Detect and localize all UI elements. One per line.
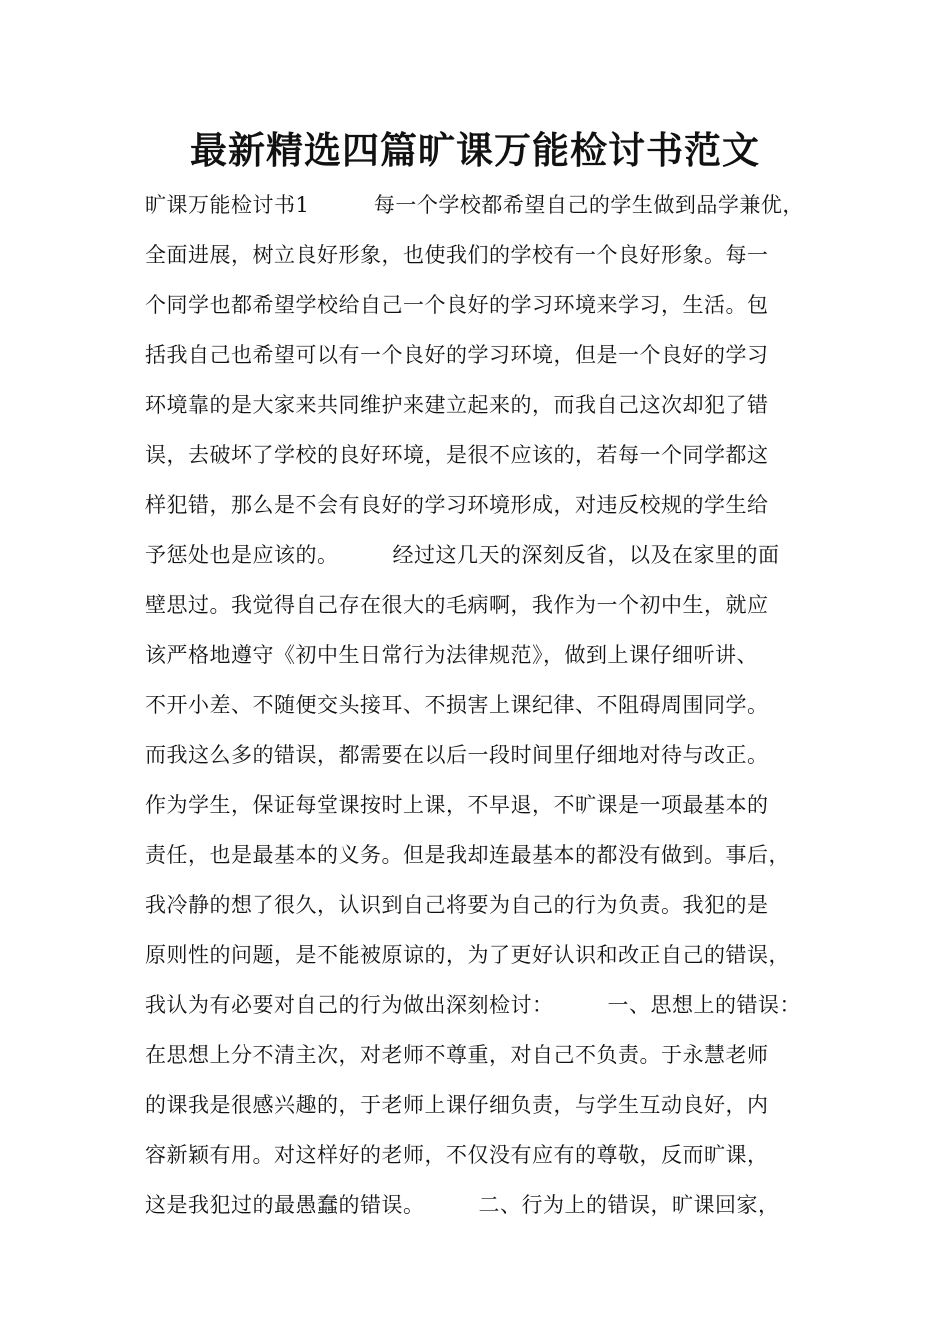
body-line: 原则性的问题，是不能被原谅的，为了更好认识和改正自己的错误， (145, 943, 790, 967)
body-line: 误，去破坏了学校的良好环境，是很不应该的，若每一个同学都这 (145, 443, 769, 467)
body-line: 予惩处也是应该的。 经过这几天的深刻反省，以及在家里的面 (145, 543, 780, 567)
body-line: 作为学生，保证每堂课按时上课，不早退，不旷课是一项最基本的 (145, 793, 769, 817)
body-line: 而我这么多的错误，都需要在以后一段时间里仔细地对待与改正。 (145, 743, 769, 767)
body-line: 容新颖有用。对这样好的老师，不仅没有应有的尊敬，反而旷课， (145, 1143, 769, 1167)
body-line: 样犯错，那么是不会有良好的学习环境形成，对违反校规的学生给 (145, 493, 769, 517)
body-line: 我认为有必要对自己的行为做出深刻检讨： 一、思想上的错误： (145, 993, 801, 1017)
body-line: 这是我犯过的最愚蠢的错误。 二、行为上的错误，旷课回家， (145, 1193, 780, 1217)
body-line: 括我自己也希望可以有一个良好的学习环境，但是一个良好的学习 (145, 343, 769, 367)
document-title: 最新精选四篇旷课万能检讨书范文 (190, 129, 760, 172)
body-line: 的课我是很感兴趣的，于老师上课仔细负责，与学生互动良好，内 (145, 1093, 769, 1117)
body-line: 在思想上分不清主次，对老师不尊重，对自己不负责。于永慧老师 (145, 1043, 769, 1067)
body-line: 全面进展，树立良好形象，也使我们的学校有一个良好形象。每一 (145, 243, 769, 267)
body-line: 责任，也是最基本的义务。但是我却连最基本的都没有做到。事后， (145, 843, 790, 867)
document-body (145, 180, 845, 1230)
body-line: 个同学也都希望学校给自己一个良好的学习环境来学习，生活。包 (145, 293, 769, 317)
body-line: 环境靠的是大家来共同维护来建立起来的，而我自己这次却犯了错 (145, 393, 769, 417)
body-line: 我冷静的想了很久，认识到自己将要为自己的行为负责。我犯的是 (145, 893, 769, 917)
body-line: 该严格地遵守《初中生日常行为法律规范》，做到上课仔细听讲、 (145, 643, 758, 667)
body-line: 不开小差、不随便交头接耳、不损害上课纪律、不阻碍周围同学。 (145, 693, 769, 717)
body-line: 旷课万能检讨书1 每一个学校都希望自己的学生做到品学兼优， (145, 193, 804, 217)
body-line: 壁思过。我觉得自己存在很大的毛病啊，我作为一个初中生，就应 (145, 593, 769, 617)
